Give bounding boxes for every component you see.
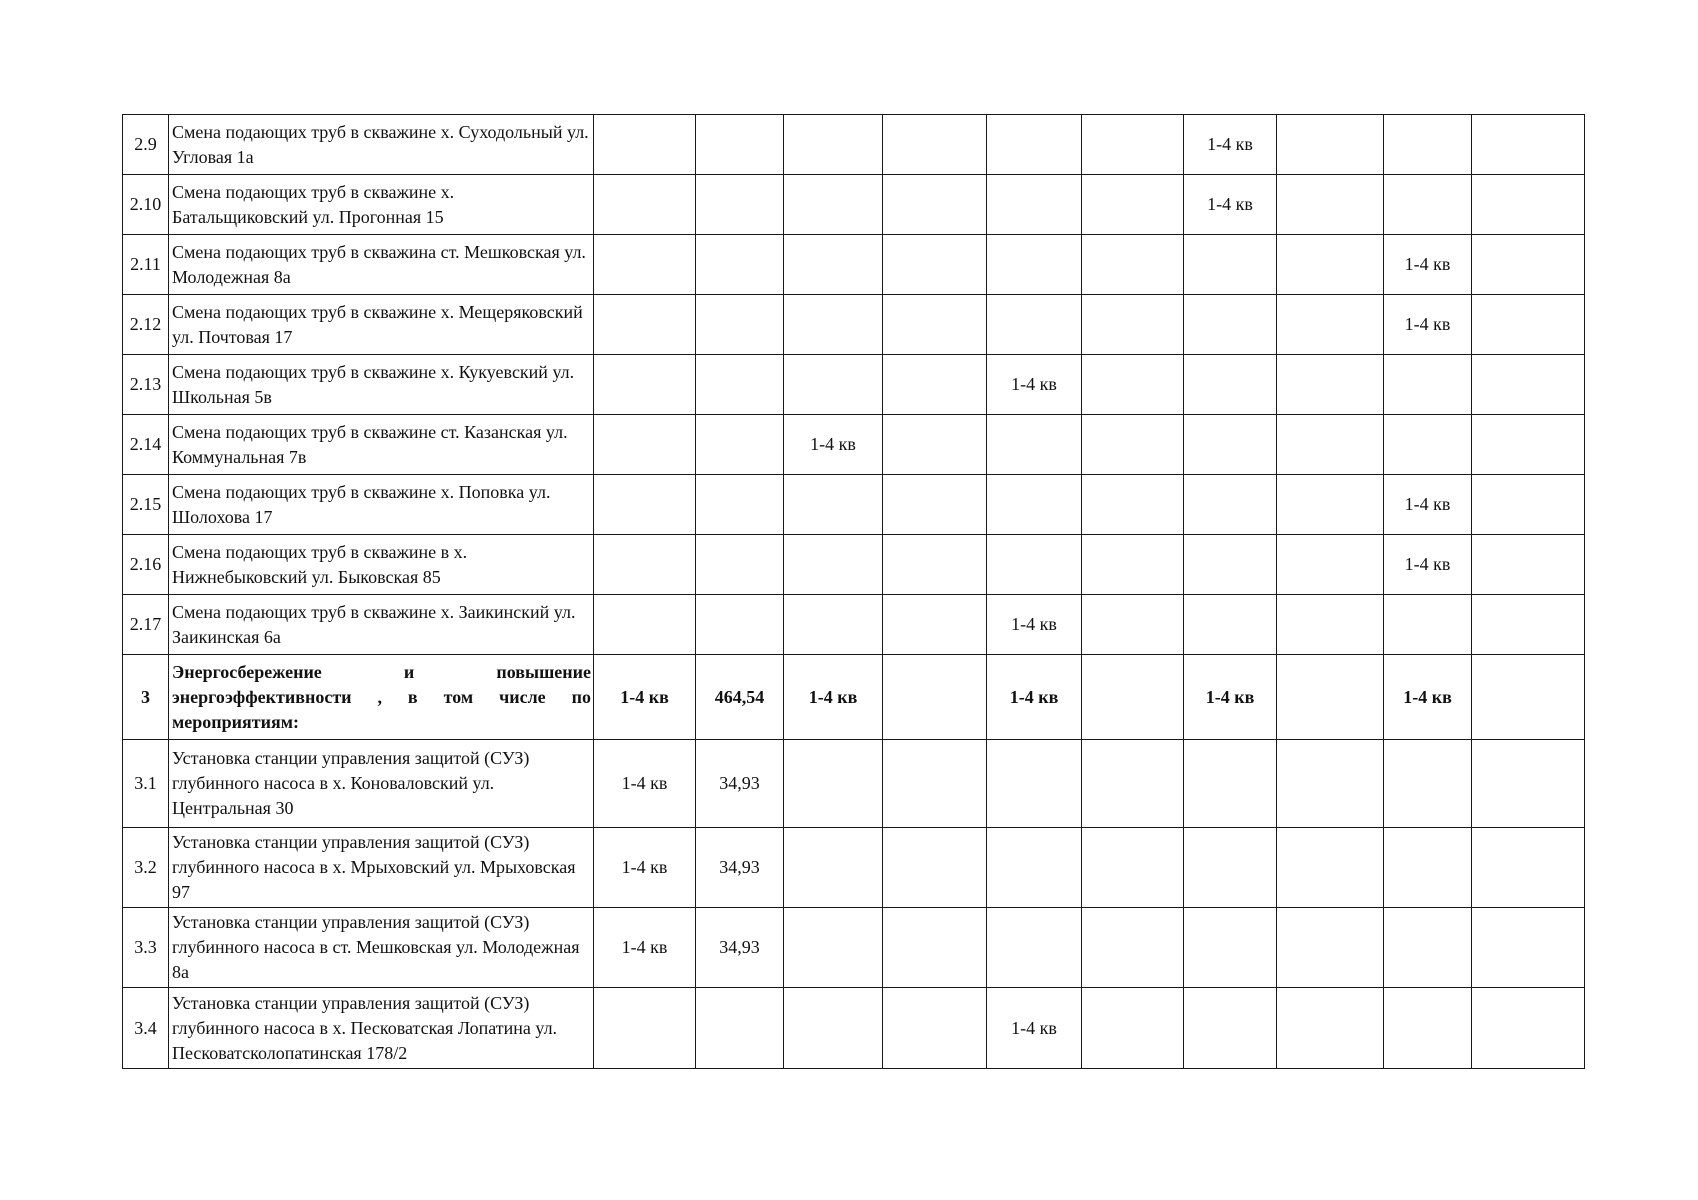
period-cell: 1-4 кв bbox=[987, 595, 1082, 655]
period-cell: 1-4 кв bbox=[594, 828, 696, 908]
period-cell bbox=[1384, 175, 1472, 235]
period-cell bbox=[1384, 908, 1472, 988]
period-cell: 1-4 кв bbox=[1184, 655, 1277, 740]
period-cell: 1-4 кв bbox=[987, 355, 1082, 415]
value-cell bbox=[883, 475, 987, 535]
value-cell bbox=[883, 988, 987, 1069]
period-cell bbox=[594, 988, 696, 1069]
value-cell bbox=[1277, 595, 1384, 655]
value-cell bbox=[1082, 475, 1184, 535]
value-cell bbox=[1082, 740, 1184, 828]
value-cell bbox=[1082, 595, 1184, 655]
period-cell bbox=[784, 828, 883, 908]
period-cell bbox=[987, 235, 1082, 295]
period-cell: 1-4 кв bbox=[987, 655, 1082, 740]
value-cell bbox=[883, 355, 987, 415]
period-cell bbox=[784, 988, 883, 1069]
value-cell bbox=[1472, 355, 1585, 415]
period-cell bbox=[987, 295, 1082, 355]
period-cell bbox=[1184, 415, 1277, 475]
period-cell bbox=[594, 535, 696, 595]
value-cell bbox=[883, 595, 987, 655]
period-cell bbox=[594, 595, 696, 655]
period-cell: 1-4 кв bbox=[987, 988, 1082, 1069]
value-cell bbox=[1277, 908, 1384, 988]
period-cell bbox=[784, 235, 883, 295]
period-cell: 1-4 кв bbox=[1384, 295, 1472, 355]
table-row-section-header bbox=[123, 655, 1585, 740]
value-cell bbox=[1082, 535, 1184, 595]
value-cell bbox=[1472, 175, 1585, 235]
value-cell bbox=[696, 595, 784, 655]
table-row bbox=[123, 295, 1585, 355]
value-cell: 34,93 bbox=[696, 740, 784, 828]
schedule-table bbox=[122, 114, 1585, 1069]
value-cell bbox=[1082, 235, 1184, 295]
value-cell bbox=[696, 415, 784, 475]
value-cell bbox=[1082, 828, 1184, 908]
period-cell bbox=[1184, 355, 1277, 415]
period-cell bbox=[784, 175, 883, 235]
value-cell bbox=[1472, 475, 1585, 535]
value-cell bbox=[1277, 175, 1384, 235]
row-number: 2.15 bbox=[123, 475, 169, 535]
value-cell bbox=[1277, 115, 1384, 175]
value-cell bbox=[696, 988, 784, 1069]
row-description: Установка станции управления защитой (СУЗ) глубинного насоса в ст. Мешковская ул. Молодежная 8а bbox=[169, 908, 594, 988]
period-cell bbox=[987, 475, 1082, 535]
period-cell bbox=[1384, 595, 1472, 655]
row-description: Установка станции управления защитой (СУЗ) глубинного насоса в х. Коноваловский ул. Центральная 30 bbox=[169, 740, 594, 828]
period-cell bbox=[1184, 828, 1277, 908]
period-cell bbox=[1184, 295, 1277, 355]
period-cell bbox=[1384, 740, 1472, 828]
value-cell bbox=[696, 355, 784, 415]
row-number: 3 bbox=[123, 655, 169, 740]
table-row bbox=[123, 740, 1585, 828]
period-cell bbox=[987, 828, 1082, 908]
table-row bbox=[123, 475, 1585, 535]
period-cell bbox=[784, 908, 883, 988]
value-cell bbox=[1472, 740, 1585, 828]
row-number: 3.2 bbox=[123, 828, 169, 908]
value-cell bbox=[1277, 535, 1384, 595]
table-row bbox=[123, 415, 1585, 475]
period-cell bbox=[784, 355, 883, 415]
value-cell bbox=[883, 740, 987, 828]
row-description: Смена подающих труб в скважина ст. Мешковская ул. Молодежная 8а bbox=[169, 235, 594, 295]
value-cell bbox=[883, 828, 987, 908]
period-cell bbox=[987, 415, 1082, 475]
row-description: Смена подающих труб в скважине х. Заикинский ул. Заикинская 6а bbox=[169, 595, 594, 655]
period-cell bbox=[594, 355, 696, 415]
period-cell bbox=[594, 475, 696, 535]
period-cell bbox=[594, 115, 696, 175]
value-cell bbox=[1277, 235, 1384, 295]
value-cell bbox=[1082, 655, 1184, 740]
value-cell bbox=[883, 175, 987, 235]
period-cell: 1-4 кв bbox=[594, 740, 696, 828]
period-cell bbox=[784, 595, 883, 655]
period-cell bbox=[784, 115, 883, 175]
row-number: 2.16 bbox=[123, 535, 169, 595]
period-cell bbox=[1384, 988, 1472, 1069]
value-cell bbox=[1472, 988, 1585, 1069]
period-cell bbox=[1384, 828, 1472, 908]
period-cell bbox=[784, 295, 883, 355]
value-cell bbox=[883, 415, 987, 475]
value-cell bbox=[1472, 828, 1585, 908]
value-cell bbox=[1472, 415, 1585, 475]
value-cell bbox=[696, 535, 784, 595]
table-row bbox=[123, 828, 1585, 908]
value-cell bbox=[883, 235, 987, 295]
period-cell bbox=[987, 115, 1082, 175]
row-description: Смена подающих труб в скважине ст. Казанская ул. Коммунальная 7в bbox=[169, 415, 594, 475]
period-cell bbox=[1384, 115, 1472, 175]
period-cell bbox=[784, 535, 883, 595]
value-cell bbox=[1472, 295, 1585, 355]
value-cell: 34,93 bbox=[696, 828, 784, 908]
table-row bbox=[123, 175, 1585, 235]
row-description: Смена подающих труб в скважине в х. Нижнебыковский ул. Быковская 85 bbox=[169, 535, 594, 595]
value-cell bbox=[696, 295, 784, 355]
table-row bbox=[123, 908, 1585, 988]
value-cell bbox=[1472, 908, 1585, 988]
period-cell bbox=[594, 235, 696, 295]
row-number: 2.11 bbox=[123, 235, 169, 295]
row-number: 3.4 bbox=[123, 988, 169, 1069]
period-cell bbox=[1384, 415, 1472, 475]
period-cell: 1-4 кв bbox=[784, 415, 883, 475]
value-cell bbox=[1082, 115, 1184, 175]
value-cell: 34,93 bbox=[696, 908, 784, 988]
value-cell bbox=[696, 235, 784, 295]
value-cell bbox=[883, 115, 987, 175]
value-cell bbox=[1082, 415, 1184, 475]
period-cell bbox=[987, 908, 1082, 988]
period-cell bbox=[987, 740, 1082, 828]
value-cell bbox=[883, 908, 987, 988]
value-cell bbox=[1277, 355, 1384, 415]
period-cell: 1-4 кв bbox=[1384, 535, 1472, 595]
period-cell bbox=[594, 295, 696, 355]
row-number: 2.9 bbox=[123, 115, 169, 175]
period-cell: 1-4 кв bbox=[1384, 235, 1472, 295]
period-cell: 1-4 кв bbox=[1384, 475, 1472, 535]
value-cell bbox=[1472, 235, 1585, 295]
row-number: 2.12 bbox=[123, 295, 169, 355]
table-row bbox=[123, 535, 1585, 595]
value-cell bbox=[1082, 908, 1184, 988]
period-cell bbox=[1184, 235, 1277, 295]
value-cell bbox=[883, 295, 987, 355]
table-row bbox=[123, 355, 1585, 415]
value-cell bbox=[1472, 535, 1585, 595]
row-number: 2.14 bbox=[123, 415, 169, 475]
row-description: Энергосбережение и повышение энергоэффективности , в том числе по мероприятиям: bbox=[169, 655, 594, 740]
value-cell bbox=[1277, 988, 1384, 1069]
period-cell: 1-4 кв bbox=[594, 908, 696, 988]
row-description: Смена подающих труб в скважине х. Кукуевский ул. Школьная 5в bbox=[169, 355, 594, 415]
value-cell bbox=[1082, 295, 1184, 355]
value-cell bbox=[1277, 828, 1384, 908]
value-cell bbox=[1277, 295, 1384, 355]
period-cell bbox=[594, 415, 696, 475]
value-cell bbox=[1082, 988, 1184, 1069]
value-cell bbox=[1277, 655, 1384, 740]
row-description: Смена подающих труб в скважине х. Батальщиковский ул. Прогонная 15 bbox=[169, 175, 594, 235]
period-cell bbox=[594, 175, 696, 235]
period-cell: 1-4 кв bbox=[1184, 175, 1277, 235]
row-number: 3.3 bbox=[123, 908, 169, 988]
row-number: 2.10 bbox=[123, 175, 169, 235]
value-cell: 464,54 bbox=[696, 655, 784, 740]
period-cell bbox=[784, 475, 883, 535]
period-cell: 1-4 кв bbox=[594, 655, 696, 740]
value-cell bbox=[883, 535, 987, 595]
row-description: Смена подающих труб в скважине х. Суходольный ул. Угловая 1а bbox=[169, 115, 594, 175]
table-row bbox=[123, 595, 1585, 655]
value-cell bbox=[1472, 115, 1585, 175]
period-cell bbox=[1184, 535, 1277, 595]
period-cell bbox=[987, 175, 1082, 235]
period-cell: 1-4 кв bbox=[784, 655, 883, 740]
period-cell: 1-4 кв bbox=[1184, 115, 1277, 175]
value-cell bbox=[1472, 595, 1585, 655]
value-cell bbox=[883, 655, 987, 740]
period-cell bbox=[1184, 475, 1277, 535]
row-number: 3.1 bbox=[123, 740, 169, 828]
value-cell bbox=[1277, 475, 1384, 535]
period-cell bbox=[1184, 740, 1277, 828]
value-cell bbox=[696, 475, 784, 535]
row-description: Смена подающих труб в скважине х. Мещеряковский ул. Почтовая 17 bbox=[169, 295, 594, 355]
value-cell bbox=[1277, 740, 1384, 828]
value-cell bbox=[696, 175, 784, 235]
value-cell bbox=[1277, 415, 1384, 475]
row-number: 2.13 bbox=[123, 355, 169, 415]
period-cell bbox=[1184, 908, 1277, 988]
period-cell: 1-4 кв bbox=[1384, 655, 1472, 740]
period-cell bbox=[1184, 988, 1277, 1069]
value-cell bbox=[1082, 175, 1184, 235]
row-description: Установка станции управления защитой (СУЗ) глубинного насоса в х. Мрыховский ул. Мрыховская 97 bbox=[169, 828, 594, 908]
value-cell bbox=[1472, 655, 1585, 740]
row-description: Смена подающих труб в скважине х. Поповка ул. Шолохова 17 bbox=[169, 475, 594, 535]
value-cell bbox=[696, 115, 784, 175]
period-cell bbox=[1184, 595, 1277, 655]
value-cell bbox=[1082, 355, 1184, 415]
period-cell bbox=[987, 535, 1082, 595]
period-cell bbox=[1384, 355, 1472, 415]
row-description: Установка станции управления защитой (СУЗ) глубинного насоса в х. Песковатская Лопатина ул. Песковатсколопатинская 178/2 bbox=[169, 988, 594, 1069]
table-row bbox=[123, 235, 1585, 295]
period-cell bbox=[784, 740, 883, 828]
table-row bbox=[123, 115, 1585, 175]
table-row bbox=[123, 988, 1585, 1069]
row-number: 2.17 bbox=[123, 595, 169, 655]
